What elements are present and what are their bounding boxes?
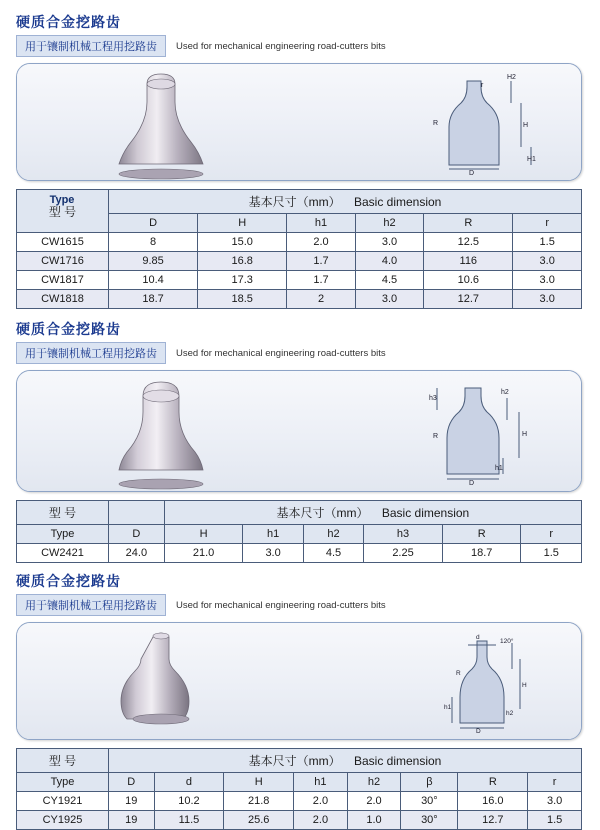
cell-value: 10.4	[109, 271, 198, 290]
section-subtitle-row	[16, 35, 590, 57]
cell-value: 15.0	[198, 233, 287, 252]
col-h2: h2	[347, 773, 401, 792]
cell-value: 8	[109, 233, 198, 252]
spec-table-1	[16, 189, 582, 309]
svg-text:H: H	[522, 682, 527, 689]
dimension-drawing-1	[409, 69, 559, 177]
col-h1: h1	[294, 773, 348, 792]
col-h2: h2	[355, 214, 423, 233]
table-header-row	[17, 501, 582, 525]
figure-panel-3	[16, 622, 582, 740]
subtitle-cn: 用于镶制机械工程用挖路齿	[16, 594, 166, 616]
cell-type: CY1921	[17, 792, 109, 811]
section-2	[10, 319, 590, 563]
subtitle-cn: 用于镶制机械工程用挖路齿	[16, 35, 166, 57]
header-group	[109, 749, 582, 773]
col-h1: h1	[243, 525, 303, 544]
header-group-en: Basic dimension	[353, 754, 442, 768]
section-1	[10, 12, 590, 309]
cell-type: CW2421	[17, 544, 109, 563]
cell-value: 3.0	[528, 792, 582, 811]
table-header-row	[17, 749, 582, 773]
section-title: 硬质合金挖路齿	[16, 14, 121, 30]
svg-text:D: D	[476, 728, 481, 735]
header-group-cn: 基本尺寸（mm）	[276, 506, 369, 520]
header-type-cn: 型 号	[17, 749, 109, 773]
carbide-bit-illustration	[77, 627, 277, 739]
svg-text:H1: H1	[527, 156, 536, 163]
col-h1: h1	[287, 214, 355, 233]
table-row	[17, 544, 582, 563]
svg-text:D: D	[469, 170, 475, 177]
col-d: D	[109, 773, 155, 792]
subtitle-cn: 用于镶制机械工程用挖路齿	[16, 342, 166, 364]
cell-value: 1.7	[287, 271, 355, 290]
cell-value: 18.5	[198, 290, 287, 309]
cell-value: 2	[287, 290, 355, 309]
cell-value: 2.0	[294, 792, 348, 811]
svg-text:120°: 120°	[500, 638, 514, 645]
header-group-cn: 基本尺寸（mm）	[248, 754, 341, 768]
cell-value: 3.0	[243, 544, 303, 563]
cell-value: 25.6	[224, 811, 294, 830]
header-type-en: Type	[17, 525, 109, 544]
cell-value: 116	[424, 252, 513, 271]
cell-value: 4.0	[355, 252, 423, 271]
subtitle-en: Used for mechanical engineering road-cutters bits	[176, 40, 386, 52]
cell-value: 30°	[401, 792, 458, 811]
cell-value: 9.85	[109, 252, 198, 271]
carbide-bit-illustration	[77, 70, 277, 180]
svg-text:R: R	[433, 433, 439, 440]
cell-value: 21.0	[164, 544, 243, 563]
col-r-big: R	[442, 525, 521, 544]
cell-value: 19	[109, 792, 155, 811]
subtitle-en: Used for mechanical engineering road-cutters bits	[176, 599, 386, 611]
cell-value: 11.5	[154, 811, 224, 830]
col-r-small: r	[521, 525, 582, 544]
section-title: 硬质合金挖路齿	[16, 573, 121, 589]
table-subheader-row	[17, 525, 582, 544]
spec-table-2	[16, 500, 582, 563]
cell-value: 21.8	[224, 792, 294, 811]
cell-value: 19	[109, 811, 155, 830]
section-title: 硬质合金挖路齿	[16, 321, 121, 337]
header-type-en: Type	[17, 773, 109, 792]
svg-text:h1: h1	[444, 704, 452, 711]
cell-value: 10.6	[424, 271, 513, 290]
cell-value: 4.5	[355, 271, 423, 290]
svg-text:H2: H2	[507, 74, 516, 81]
table-row	[17, 233, 582, 252]
cell-value: 2.0	[347, 792, 401, 811]
cell-value: 10.2	[154, 792, 224, 811]
header-group	[164, 501, 581, 525]
svg-text:h1: h1	[495, 465, 503, 472]
col-r-big: R	[458, 773, 528, 792]
svg-text:R: R	[433, 120, 439, 127]
cell-value: 17.3	[198, 271, 287, 290]
figure-panel-2	[16, 370, 582, 492]
table-row	[17, 252, 582, 271]
header-type-cn: 型 号	[17, 190, 109, 233]
dimension-drawing-2	[407, 376, 567, 488]
col-h: H	[198, 214, 287, 233]
cell-value: 2.0	[287, 233, 355, 252]
cell-value: 30°	[401, 811, 458, 830]
col-h3: h3	[364, 525, 443, 544]
col-r-small: r	[513, 214, 582, 233]
cell-value: 2.0	[294, 811, 348, 830]
svg-text:d: d	[476, 634, 480, 641]
cell-type: CY1925	[17, 811, 109, 830]
cell-value: 3.0	[513, 252, 582, 271]
cell-value: 24.0	[109, 544, 165, 563]
carbide-bit-illustration	[77, 376, 277, 491]
table-row	[17, 271, 582, 290]
table-row	[17, 811, 582, 830]
svg-text:H: H	[522, 431, 528, 438]
col-h: H	[224, 773, 294, 792]
svg-text:h3: h3	[429, 395, 437, 402]
cell-value: 12.7	[424, 290, 513, 309]
cell-type: CW1716	[17, 252, 109, 271]
svg-text:H: H	[523, 122, 529, 129]
cell-value: 1.5	[513, 233, 582, 252]
cell-value: 18.7	[109, 290, 198, 309]
cell-value: 16.0	[458, 792, 528, 811]
header-group-en: Basic dimension	[353, 195, 442, 209]
header-type-en: Type	[49, 194, 75, 206]
cell-value: 3.0	[355, 233, 423, 252]
section-subtitle-row	[16, 342, 590, 364]
section-3	[10, 571, 590, 830]
cell-value: 3.0	[355, 290, 423, 309]
col-h2: h2	[303, 525, 363, 544]
header-group-cn: 基本尺寸（mm）	[248, 195, 341, 209]
subtitle-en: Used for mechanical engineering road-cutters bits	[176, 347, 386, 359]
header-type-cn: 型 号	[17, 501, 109, 525]
figure-panel-1	[16, 63, 582, 181]
col-r-small: r	[528, 773, 582, 792]
table-subheader-row	[17, 773, 582, 792]
cell-value: 3.0	[513, 271, 582, 290]
header-group	[109, 190, 582, 214]
svg-text:h2: h2	[501, 389, 509, 396]
cell-value: 3.0	[513, 290, 582, 309]
col-d: D	[109, 214, 198, 233]
spec-table-3	[16, 748, 582, 830]
col-beta: β	[401, 773, 458, 792]
header-group-en: Basic dimension	[381, 506, 470, 520]
col-d: D	[109, 525, 165, 544]
cell-value: 12.7	[458, 811, 528, 830]
dimension-drawing-3	[416, 629, 551, 737]
cell-value: 1.7	[287, 252, 355, 271]
svg-text:D: D	[469, 480, 475, 487]
col-h: H	[164, 525, 243, 544]
cell-type: CW1817	[17, 271, 109, 290]
table-row	[17, 792, 582, 811]
table-row	[17, 290, 582, 309]
cell-value: 18.7	[442, 544, 521, 563]
svg-text:R: R	[456, 670, 461, 677]
cell-value: 16.8	[198, 252, 287, 271]
svg-text:r: r	[481, 82, 484, 89]
cell-type: CW1615	[17, 233, 109, 252]
cell-value: 1.5	[521, 544, 582, 563]
cell-value: 1.0	[347, 811, 401, 830]
section-subtitle-row	[16, 594, 590, 616]
cell-value: 4.5	[303, 544, 363, 563]
cell-value: 1.5	[528, 811, 582, 830]
cell-value: 12.5	[424, 233, 513, 252]
col-r-big: R	[424, 214, 513, 233]
svg-text:h2: h2	[506, 710, 514, 717]
cell-type: CW1818	[17, 290, 109, 309]
col-d-small: d	[154, 773, 224, 792]
cell-value: 2.25	[364, 544, 443, 563]
